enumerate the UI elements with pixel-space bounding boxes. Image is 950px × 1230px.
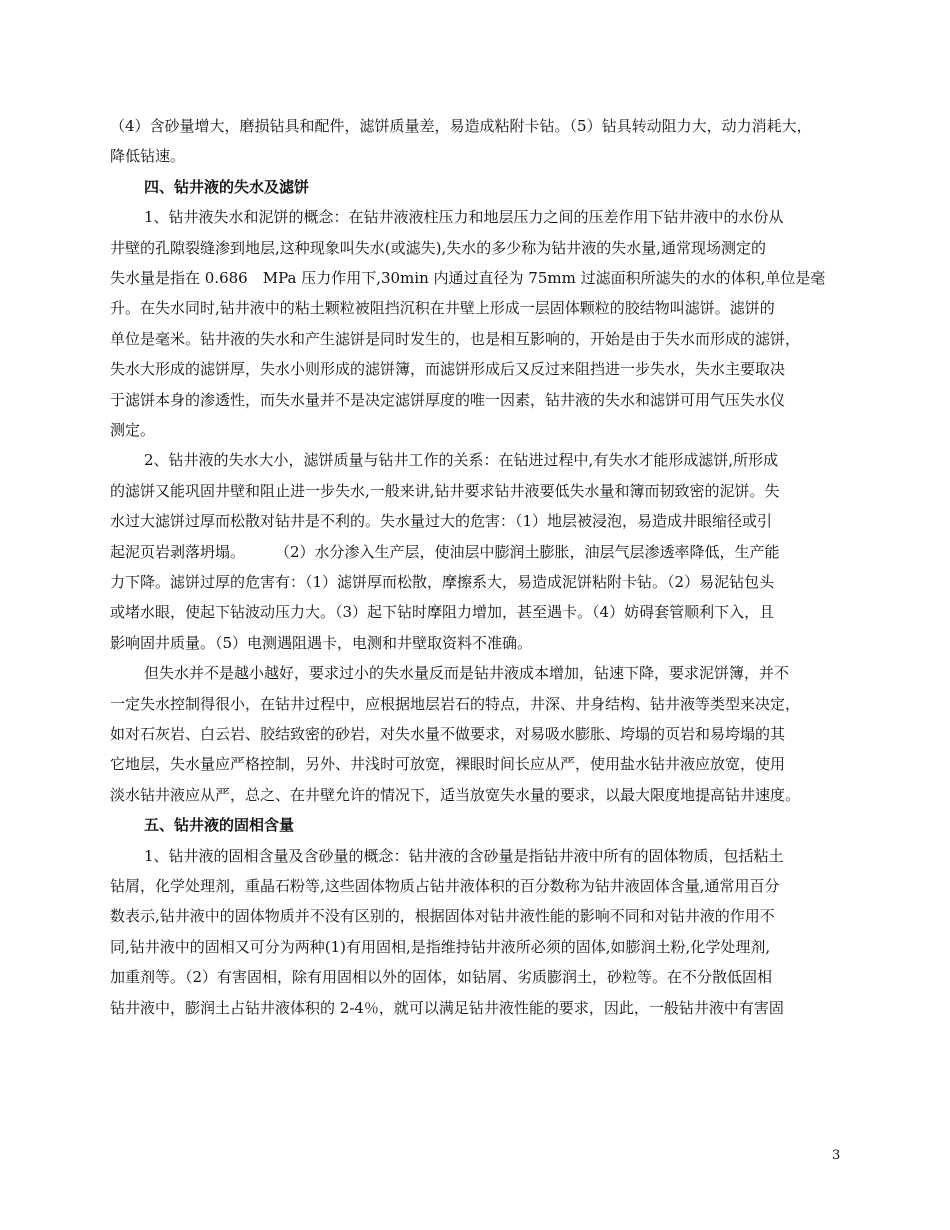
paragraph-line: 的滤饼又能巩固井壁和阻止进一步失水,一般来讲,钻井要求钻井液要低失水量和簿而韧致密的泥饼。失 [110,481,780,500]
paragraph-line: 起泥页岩剥落坍塌。 （2）水分渗入生产层，使油层中膨润土膨胀，油层气层渗透率降低，生产能 [110,542,780,561]
paragraph-line: 淡水钻井液应从严，总之、在井壁允许的情况下，适当放宽失水量的要求，以最大限度地提高钻井速度。 [110,785,801,804]
paragraph-line: 升。在失水同时,钻井液中的粘土颗粒被阻挡沉积在井壁上形成一层固体颗粒的胶结物叫滤饼。滤饼的 [110,299,775,318]
paragraph-line: （4）含砂量增大，磨损钻具和配件，滤饼质量差，易造成粘附卡钻。（5）钻具转动阻力大，动力消耗大， [110,117,812,135]
paragraph-line: 于滤饼本身的渗透性，而失水量并不是决定滤饼厚度的唯一因素，钻井液的失水和滤饼可用气压失水仪 [110,390,786,409]
paragraph-line: 影响固井质量。（5）电测遇阻遇卡，电测和井壁取资料不准确。 [110,633,533,652]
paragraph-line: 失水量是指在 0.686 MPa 压力作用下,30min 内通过直径为 75mm 过滤面积所滤失的水的体积,单位是毫 [110,269,826,287]
paragraph-line: 井壁的孔隙裂缝渗到地层,这种现象叫失水(或滤失),失水的多少称为钻井液的失水量,通常现场测定的 [110,238,767,257]
paragraph-line: 或堵水眼，使起下钻波动压力大。（3）起下钻时摩阻力增加，甚至遇卡。（4）妨碍套管顺利下入，且 [110,603,775,622]
paragraph-line: 2、钻井液的失水大小，滤饼质量与钻井工作的关系：在钻进过程中,有失水才能形成滤饼,所形成 [144,451,779,470]
paragraph-line: 降低钻速。 [110,147,186,166]
section-heading: 四、钻井液的失水及滤饼 [144,177,310,196]
paragraph-line: 1、钻井液失水和泥饼的概念：在钻井液液柱压力和地层压力之间的压差作用下钻井液中的水份从 [144,208,784,227]
paragraph-line: 失水大形成的滤饼厚，失水小则形成的滤饼簿，而滤饼形成后又反过来阻挡进一步失水，失水主要取决 [110,360,786,379]
paragraph-line: 钻屑，化学处理剂，重晶石粉等,这些固体物质占钻井液体积的百分数称为钻井液固体含量,通常用百分 [110,877,780,895]
paragraph-line: 它地层，失水量应严格控制，另外、井浅时可放宽，裸眼时间长应从严，使用盐水钻井液应放宽，使用 [110,755,786,774]
paragraph-line: 加重剂等。（2）有害固相，除有用固相以外的固体，如钻屑、劣质膨润土，砂粒等。在不分散低固相 [110,968,773,987]
paragraph-line: 同,钻井液中的固相又可分为两种(1)有用固相,是指维持钻井液所必须的固体,如膨润土粉,化学处理剂, [110,937,771,956]
section-heading: 五、钻井液的固相含量 [144,816,295,835]
paragraph-line: 水过大滤饼过厚而松散对钻井是不利的。失水量过大的危害：（1）地层被浸泡，易造成井眼缩径或引 [110,512,773,531]
paragraph-line: 如对石灰岩、白云岩、胶结致密的砂岩，对失水量不做要求，对易吸水膨胀、垮塌的页岩和易垮塌的其 [110,725,786,743]
paragraph-line: 但失水并不是越小越好，要求过小的失水量反而是钻井液成本增加，钻速下降，要求泥饼簿，并不 [144,664,790,683]
paragraph-line: 钻井液中，膨润土占钻井液体积的 2-4％，就可以满足钻井液性能的要求，因此，一般钻井液中有害固 [110,998,784,1017]
paragraph-line: 一定失水控制得很小，在钻井过程中，应根据地层岩石的特点，井深、井身结构、钻井液等类型来决定， [110,694,801,713]
paragraph-line: 力下降。滤饼过厚的危害有：（1）滤饼厚而松散，摩擦系大，易造成泥饼粘附卡钻。（2）易泥钻包头 [110,573,775,591]
paragraph-line: 1、钻井液的固相含量及含砂量的概念：钻井液的含砂量是指钻井液中所有的固体物质，包括粘土 [144,846,784,865]
paragraph-line: 数表示,钻井液中的固体物质并不没有区别的，根据固体对钻井液性能的影响不同和对钻井液的作用不 [110,907,775,926]
paragraph-line: 测定。 [110,421,156,439]
paragraph-line: 单位是毫米。钻井液的失水和产生滤饼是同时发生的，也是相互影响的，开始是由于失水而形成的滤饼， [110,329,801,348]
page-number: 3 [832,1148,841,1163]
